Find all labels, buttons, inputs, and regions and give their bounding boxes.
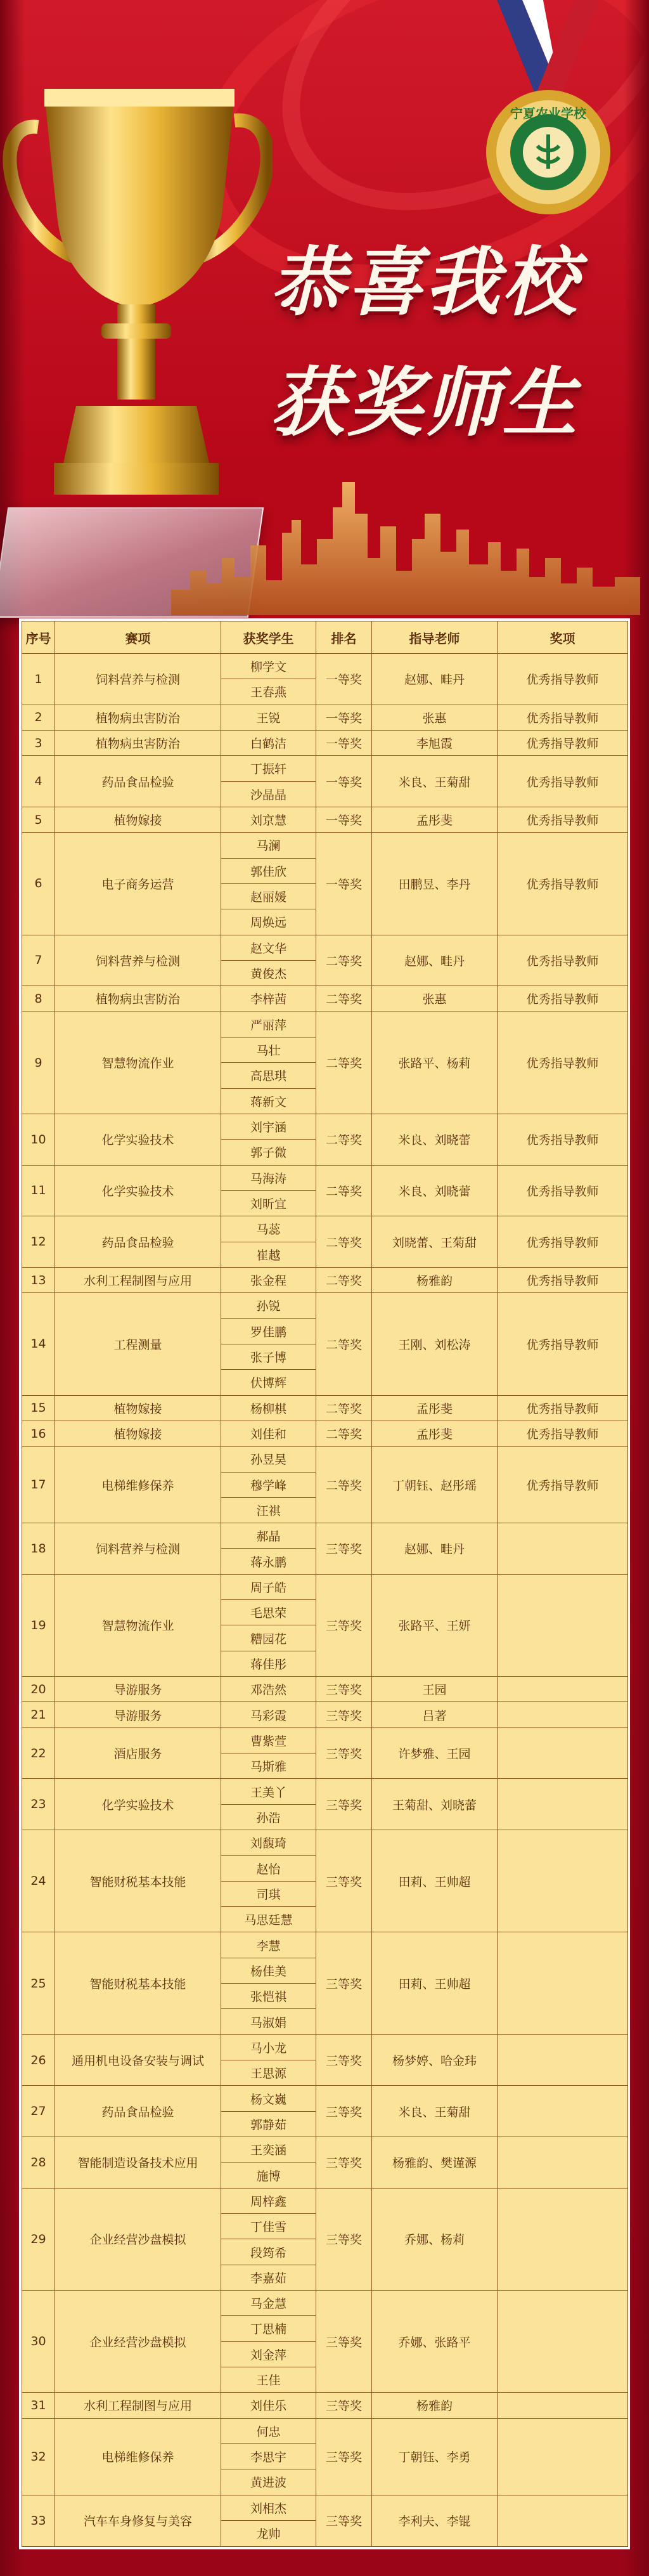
cell-no: 33 [22, 2495, 55, 2546]
cell-student: 王思源 [221, 2060, 316, 2086]
cell-award [498, 1727, 628, 1779]
cell-no: 25 [22, 1932, 55, 2034]
cell-student: 刘相杰 [221, 2495, 316, 2520]
table-row [22, 730, 628, 755]
table-row [22, 1395, 628, 1421]
cell-event: 企业经营沙盘模拟 [55, 2291, 221, 2393]
cell-event: 电梯维修保养 [55, 2418, 221, 2495]
cell-student: 孙浩 [221, 1804, 316, 1830]
table-row [22, 1216, 628, 1242]
cell-student: 刘佳乐 [221, 2393, 316, 2418]
cell-student: 张金程 [221, 1267, 316, 1292]
cell-student: 汪祺 [221, 1497, 316, 1523]
table-row [22, 2291, 628, 2316]
cell-award: 优秀指导教师 [498, 1293, 628, 1395]
cell-no: 19 [22, 1574, 55, 1676]
cell-teachers: 张路平、杨莉 [372, 1012, 498, 1114]
cell-student: 丁振轩 [221, 756, 316, 781]
cell-rank: 二等奖 [316, 1395, 372, 1421]
cell-student: 刘馥琦 [221, 1830, 316, 1856]
cell-award: 优秀指导教师 [498, 807, 628, 832]
cell-student: 伏博辉 [221, 1370, 316, 1395]
cell-teachers: 王园 [372, 1677, 498, 1702]
cell-teachers: 许梦雅、王园 [372, 1727, 498, 1779]
cell-event: 植物嫁接 [55, 1421, 221, 1446]
cell-award: 优秀指导教师 [498, 1421, 628, 1446]
cell-rank: 二等奖 [316, 1421, 372, 1446]
cell-teachers: 赵娜、畦丹 [372, 935, 498, 986]
cell-award [498, 2393, 628, 2418]
cell-event: 植物病虫害防治 [55, 986, 221, 1012]
cell-student: 马思廷慧 [221, 1907, 316, 1932]
cell-no: 15 [22, 1395, 55, 1421]
cell-student: 毛思荣 [221, 1600, 316, 1625]
cell-no: 9 [22, 1012, 55, 1114]
cell-event: 电子商务运营 [55, 833, 221, 935]
cell-rank: 三等奖 [316, 1932, 372, 2034]
cell-teachers: 田莉、王帅超 [372, 1830, 498, 1932]
cell-student: 刘佳和 [221, 1421, 316, 1446]
cell-student: 李嘉茹 [221, 2265, 316, 2290]
cell-teachers: 丁朝钰、李勇 [372, 2418, 498, 2495]
table-row [22, 1677, 628, 1702]
cell-student: 郭子微 [221, 1140, 316, 1165]
cell-no: 32 [22, 2418, 55, 2495]
cell-rank: 一等奖 [316, 807, 372, 832]
cell-award: 优秀指导教师 [498, 986, 628, 1012]
table-row [22, 705, 628, 730]
table-row [22, 1727, 628, 1753]
table-row [22, 2418, 628, 2443]
cell-event: 饲料营养与检测 [55, 654, 221, 705]
cell-student: 李梓茜 [221, 986, 316, 1012]
cell-student: 周子皓 [221, 1574, 316, 1599]
cell-student: 李思宇 [221, 2443, 316, 2469]
cell-event: 工程测量 [55, 1293, 221, 1395]
cell-award: 优秀指导教师 [498, 705, 628, 730]
cell-teachers: 田鹏昱、李丹 [372, 833, 498, 935]
header-teachers: 指导老师 [372, 621, 498, 654]
table-row [22, 756, 628, 781]
cell-student: 孙锐 [221, 1293, 316, 1318]
cell-no: 21 [22, 1702, 55, 1727]
cell-no: 22 [22, 1727, 55, 1779]
cell-no: 10 [22, 1114, 55, 1165]
cell-student: 黄进波 [221, 2469, 316, 2495]
cell-award: 优秀指导教师 [498, 756, 628, 807]
cell-student: 龙帅 [221, 2520, 316, 2546]
cell-award [498, 2418, 628, 2495]
cell-rank: 三等奖 [316, 1702, 372, 1727]
awards-table [22, 621, 628, 2547]
cell-student: 王锐 [221, 705, 316, 730]
cell-teachers: 乔娜、张路平 [372, 2291, 498, 2393]
table-row [22, 1702, 628, 1727]
cell-teachers: 丁朝钰、赵彤瑶 [372, 1447, 498, 1523]
cell-student: 马淑娟 [221, 2009, 316, 2034]
cell-teachers: 吕著 [372, 1702, 498, 1727]
cell-student: 刘金萍 [221, 2341, 316, 2367]
cell-student: 周梓鑫 [221, 2188, 316, 2213]
table-row [22, 1114, 628, 1139]
cell-rank: 三等奖 [316, 2086, 372, 2137]
cell-no: 7 [22, 935, 55, 986]
cell-no: 18 [22, 1523, 55, 1575]
table-row [22, 1165, 628, 1190]
cell-teachers: 米良、王菊甜 [372, 756, 498, 807]
cell-award: 优秀指导教师 [498, 1447, 628, 1523]
cell-rank: 三等奖 [316, 2188, 372, 2290]
cell-no: 27 [22, 2086, 55, 2137]
cell-award [498, 1830, 628, 1932]
cell-student: 王佳 [221, 2367, 316, 2392]
cell-student: 马小龙 [221, 2034, 316, 2060]
cell-teachers: 孟彤斐 [372, 1395, 498, 1421]
cell-event: 药品食品检验 [55, 2086, 221, 2137]
cell-event: 智能财税基本技能 [55, 1932, 221, 2034]
cell-rank: 一等奖 [316, 705, 372, 730]
table-row [22, 1830, 628, 1856]
cell-student: 赵文华 [221, 935, 316, 960]
cell-award: 优秀指导教师 [498, 730, 628, 755]
cell-rank: 三等奖 [316, 2137, 372, 2189]
table-row [22, 1267, 628, 1292]
cell-rank: 三等奖 [316, 2291, 372, 2393]
cell-student: 崔越 [221, 1242, 316, 1267]
cell-no: 20 [22, 1677, 55, 1702]
cell-award [498, 2291, 628, 2393]
cell-student: 丁思楠 [221, 2316, 316, 2341]
cell-event: 饲料营养与检测 [55, 1523, 221, 1575]
cell-student: 杨文巍 [221, 2086, 316, 2111]
cell-teachers: 赵娜、畦丹 [372, 654, 498, 705]
cell-event: 化学实验技术 [55, 1165, 221, 1216]
table-row [22, 2086, 628, 2111]
cell-event: 植物病虫害防治 [55, 705, 221, 730]
cell-award: 优秀指导教师 [498, 833, 628, 935]
cell-student: 糟园花 [221, 1625, 316, 1651]
cell-student: 段筠希 [221, 2239, 316, 2265]
cell-rank: 二等奖 [316, 1165, 372, 1216]
table-row [22, 2137, 628, 2163]
cell-student: 施博 [221, 2163, 316, 2188]
cell-student: 王美丫 [221, 1779, 316, 1804]
cell-rank: 三等奖 [316, 1779, 372, 1830]
cell-student: 马蕊 [221, 1216, 316, 1242]
header-award: 奖项 [498, 621, 628, 654]
cell-rank: 三等奖 [316, 2418, 372, 2495]
cell-student: 司琪 [221, 1881, 316, 1906]
table-body [22, 654, 628, 2547]
cell-rank: 三等奖 [316, 2034, 372, 2086]
cell-award [498, 2086, 628, 2137]
cell-award: 优秀指导教师 [498, 1267, 628, 1292]
table-row [22, 2188, 628, 2213]
header-event: 赛项 [55, 621, 221, 654]
cell-event: 智慧物流作业 [55, 1012, 221, 1114]
cell-student: 穆学峰 [221, 1472, 316, 1497]
cell-no: 31 [22, 2393, 55, 2418]
table-row [22, 2495, 628, 2520]
cell-award: 优秀指导教师 [498, 1165, 628, 1216]
cell-award: 优秀指导教师 [498, 1395, 628, 1421]
cell-student: 郝晶 [221, 1523, 316, 1549]
city-skyline-icon [171, 469, 640, 615]
cell-event: 电梯维修保养 [55, 1447, 221, 1523]
cell-award [498, 1702, 628, 1727]
cell-event: 化学实验技术 [55, 1114, 221, 1165]
header-rank: 排名 [316, 621, 372, 654]
cell-rank: 三等奖 [316, 2495, 372, 2546]
cell-event: 植物病虫害防治 [55, 730, 221, 755]
cell-teachers: 张路平、王妍 [372, 1574, 498, 1676]
cell-no: 11 [22, 1165, 55, 1216]
cell-award: 优秀指导教师 [498, 654, 628, 705]
cell-award: 优秀指导教师 [498, 935, 628, 986]
table-header-row [22, 621, 628, 654]
cell-rank: 一等奖 [316, 756, 372, 807]
cell-student: 杨柳棋 [221, 1395, 316, 1421]
cell-event: 水利工程制图与应用 [55, 1267, 221, 1292]
cell-rank: 三等奖 [316, 2393, 372, 2418]
cell-event: 企业经营沙盘模拟 [55, 2188, 221, 2290]
cell-award [498, 1523, 628, 1575]
table-row [22, 1932, 628, 1958]
cell-no: 2 [22, 705, 55, 730]
cell-student: 李慧 [221, 1932, 316, 1958]
cell-student: 张恺祺 [221, 1984, 316, 2009]
table-row [22, 1447, 628, 1472]
cell-student: 沙晶晶 [221, 781, 316, 807]
cell-teachers: 张惠 [372, 705, 498, 730]
table-row [22, 2034, 628, 2060]
cell-student: 刘京慧 [221, 807, 316, 832]
cell-teachers: 田莉、王帅超 [372, 1932, 498, 2034]
cell-no: 8 [22, 986, 55, 1012]
table-row [22, 807, 628, 832]
cell-event: 药品食品检验 [55, 756, 221, 807]
table-row [22, 1293, 628, 1318]
cell-event: 智能财税基本技能 [55, 1830, 221, 1932]
cell-student: 柳学文 [221, 654, 316, 679]
cell-student: 马澜 [221, 833, 316, 858]
table-row [22, 654, 628, 679]
header-students: 获奖学生 [221, 621, 316, 654]
cell-rank: 一等奖 [316, 730, 372, 755]
medal-text: 宁夏农业学校 [510, 106, 586, 121]
cell-award [498, 2034, 628, 2086]
cell-event: 智慧物流作业 [55, 1574, 221, 1676]
cell-rank: 三等奖 [316, 1727, 372, 1779]
cell-event: 饲料营养与检测 [55, 935, 221, 986]
cell-rank: 二等奖 [316, 986, 372, 1012]
cell-student: 周焕远 [221, 909, 316, 935]
cell-no: 6 [22, 833, 55, 935]
cell-event: 导游服务 [55, 1677, 221, 1702]
cell-student: 严丽萍 [221, 1012, 316, 1037]
cell-teachers: 张惠 [372, 986, 498, 1012]
cell-teachers: 孟彤斐 [372, 1421, 498, 1446]
cell-student: 杨佳美 [221, 1958, 316, 1983]
cell-no: 14 [22, 1293, 55, 1395]
cell-no: 1 [22, 654, 55, 705]
cell-teachers: 杨梦婷、哈金玮 [372, 2034, 498, 2086]
cell-student: 白鹤洁 [221, 730, 316, 755]
cell-teachers: 米良、刘晓蕾 [372, 1165, 498, 1216]
cell-student: 郭佳欣 [221, 858, 316, 883]
cell-no: 3 [22, 730, 55, 755]
cell-student: 马海涛 [221, 1165, 316, 1190]
cell-award [498, 1677, 628, 1702]
cell-no: 17 [22, 1447, 55, 1523]
cell-student: 刘昕宜 [221, 1190, 316, 1216]
cell-student: 王春燕 [221, 679, 316, 705]
cell-no: 4 [22, 756, 55, 807]
cell-student: 蒋永鹏 [221, 1549, 316, 1574]
cell-student: 蒋新文 [221, 1088, 316, 1114]
cell-event: 导游服务 [55, 1702, 221, 1727]
cell-teachers: 王菊甜、刘晓蕾 [372, 1779, 498, 1830]
cell-no: 16 [22, 1421, 55, 1446]
table-row [22, 935, 628, 960]
cell-student: 孙昱昊 [221, 1447, 316, 1472]
cell-teachers: 乔娜、杨莉 [372, 2188, 498, 2290]
cell-rank: 二等奖 [316, 1267, 372, 1292]
cell-rank: 三等奖 [316, 1523, 372, 1575]
cell-award: 优秀指导教师 [498, 1216, 628, 1268]
header-no: 序号 [22, 621, 55, 654]
table-row [22, 2393, 628, 2418]
cell-teachers: 王刚、刘松涛 [372, 1293, 498, 1395]
cell-no: 26 [22, 2034, 55, 2086]
cell-event: 通用机电设备安装与调试 [55, 2034, 221, 2086]
table-row [22, 833, 628, 858]
cell-event: 化学实验技术 [55, 1779, 221, 1830]
cell-rank: 三等奖 [316, 1677, 372, 1702]
cell-student: 马金慧 [221, 2291, 316, 2316]
headline-line2: 获奖师生 [269, 359, 579, 446]
cell-teachers: 赵娜、畦丹 [372, 1523, 498, 1575]
cell-rank: 一等奖 [316, 654, 372, 705]
table-row [22, 1012, 628, 1037]
cell-rank: 二等奖 [316, 1216, 372, 1268]
table-row [22, 1779, 628, 1804]
cell-no: 28 [22, 2137, 55, 2189]
cell-award: 优秀指导教师 [498, 1012, 628, 1114]
cell-student: 赵丽媛 [221, 883, 316, 909]
cell-rank: 一等奖 [316, 833, 372, 935]
table-row [22, 1523, 628, 1549]
cell-event: 汽车车身修复与美容 [55, 2495, 221, 2546]
cell-event: 药品食品检验 [55, 1216, 221, 1268]
cell-event: 酒店服务 [55, 1727, 221, 1779]
cell-student: 刘宇涵 [221, 1114, 316, 1139]
cell-student: 邓浩然 [221, 1677, 316, 1702]
cell-award [498, 2188, 628, 2290]
cell-no: 5 [22, 807, 55, 832]
cell-event: 植物嫁接 [55, 807, 221, 832]
cell-student: 王奕涵 [221, 2137, 316, 2163]
cell-teachers: 杨雅韵 [372, 1267, 498, 1292]
cell-student: 郭静茹 [221, 2111, 316, 2137]
cell-rank: 二等奖 [316, 1114, 372, 1165]
cell-no: 24 [22, 1830, 55, 1932]
cell-rank: 三等奖 [316, 1830, 372, 1932]
cell-teachers: 杨雅韵 [372, 2393, 498, 2418]
cell-student: 高思琪 [221, 1063, 316, 1088]
cell-teachers: 米良、王菊甜 [372, 2086, 498, 2137]
cell-no: 12 [22, 1216, 55, 1268]
cell-award [498, 1779, 628, 1830]
awards-table-card [19, 618, 630, 2549]
cell-teachers: 李利夫、李锟 [372, 2495, 498, 2546]
cell-student: 曹紫萱 [221, 1727, 316, 1753]
cell-student: 赵怡 [221, 1856, 316, 1881]
cell-student: 张子博 [221, 1344, 316, 1369]
cell-no: 23 [22, 1779, 55, 1830]
cell-award [498, 1932, 628, 2034]
cell-rank: 二等奖 [316, 1012, 372, 1114]
cell-student: 马斯雅 [221, 1753, 316, 1779]
table-row [22, 986, 628, 1012]
cell-no: 13 [22, 1267, 55, 1292]
cell-student: 何忠 [221, 2418, 316, 2443]
cell-award: 优秀指导教师 [498, 1114, 628, 1165]
cell-student: 黄俊杰 [221, 960, 316, 986]
cell-student: 马彩霞 [221, 1702, 316, 1727]
cell-teachers: 杨雅韵、樊谨源 [372, 2137, 498, 2189]
cell-event: 智能制造设备技术应用 [55, 2137, 221, 2189]
medal-icon [482, 0, 615, 222]
cell-award [498, 1574, 628, 1676]
cell-teachers: 孟彤斐 [372, 807, 498, 832]
cell-student: 蒋佳彤 [221, 1651, 316, 1676]
table-row [22, 1574, 628, 1599]
cell-rank: 三等奖 [316, 1574, 372, 1676]
cell-teachers: 李旭霞 [372, 730, 498, 755]
cell-no: 29 [22, 2188, 55, 2290]
cell-teachers: 米良、刘晓蕾 [372, 1114, 498, 1165]
headline-line1: 恭喜我校 [269, 238, 579, 326]
cell-student: 罗佳鹏 [221, 1318, 316, 1344]
cell-rank: 二等奖 [316, 1293, 372, 1395]
cell-student: 马壮 [221, 1037, 316, 1062]
cell-event: 水利工程制图与应用 [55, 2393, 221, 2418]
cell-teachers: 刘晓蕾、王菊甜 [372, 1216, 498, 1268]
cell-no: 30 [22, 2291, 55, 2393]
cell-rank: 二等奖 [316, 935, 372, 986]
cell-award [498, 2495, 628, 2546]
cell-rank: 二等奖 [316, 1447, 372, 1523]
table-row [22, 1421, 628, 1446]
cell-student: 丁佳雪 [221, 2214, 316, 2239]
cell-event: 植物嫁接 [55, 1395, 221, 1421]
cell-award [498, 2137, 628, 2189]
